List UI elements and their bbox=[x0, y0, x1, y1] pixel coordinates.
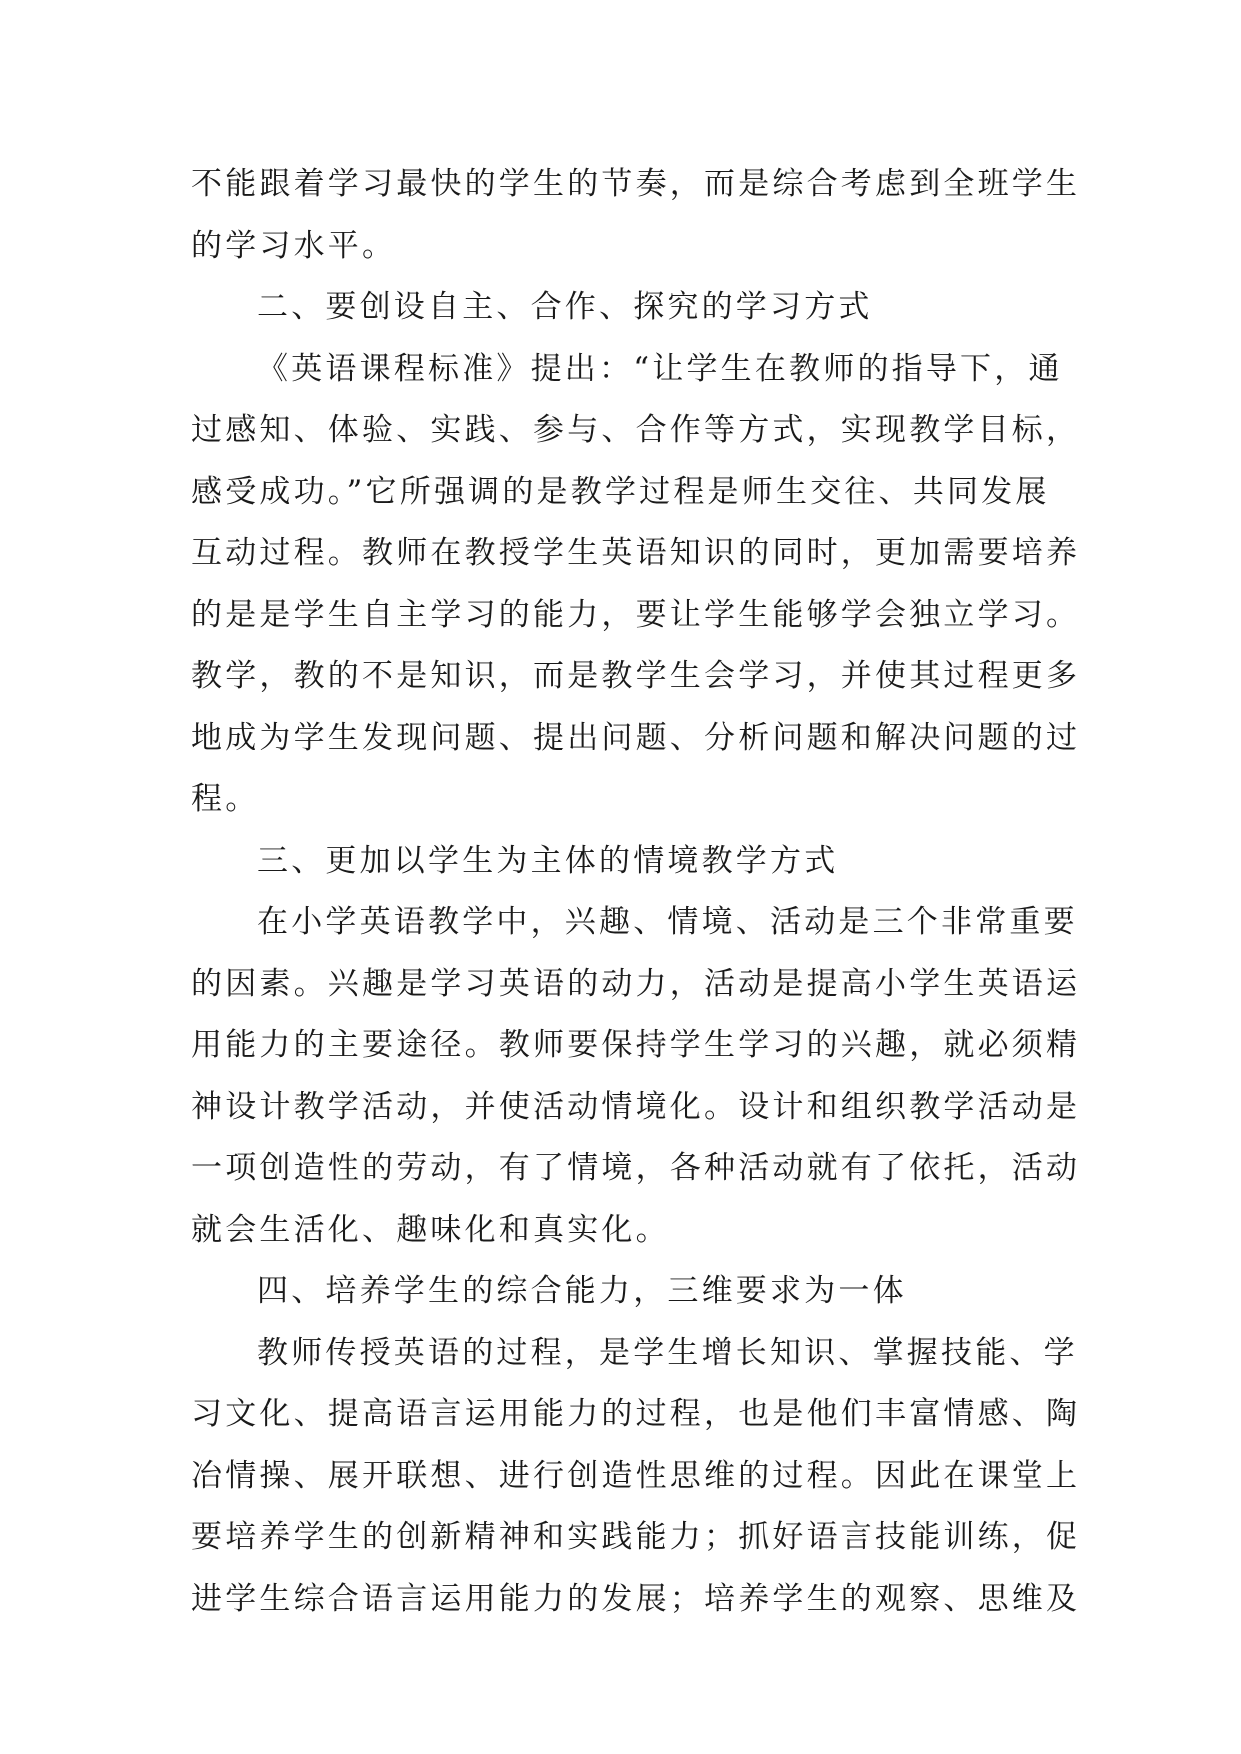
text-line: 二、要创设自主、合作、探究的学习方式 bbox=[257, 289, 873, 325]
text-line: 互动过程。教师在教授学生英语知识的同时，更加需要培养 bbox=[191, 535, 1081, 571]
text-line: 在小学英语教学中，兴趣、情境、活动是三个非常重要 bbox=[257, 904, 1078, 940]
text-line: 用能力的主要途径。教师要保持学生学习的兴趣，就必须精 bbox=[191, 1027, 1081, 1063]
text-line: 不能跟着学习最快的学生的节奏，而是综合考虑到全班学生 bbox=[191, 166, 1081, 202]
text-line: 程。 bbox=[191, 781, 260, 817]
text-line: 教师传授英语的过程，是学生增长知识、掌握技能、学 bbox=[257, 1334, 1078, 1371]
text-line: 过感知、体验、实践、参与、合作等方式，实现教学目标， bbox=[191, 412, 1081, 448]
text-line: 感受成功。”它所强调的是教学过程是师生交往、共同发展 bbox=[191, 473, 1050, 510]
text-line: 一项创造性的劳动，有了情境，各种活动就有了依托，活动 bbox=[191, 1150, 1081, 1186]
text-line: 地成为学生发现问题、提出问题、分析问题和解决问题的过 bbox=[191, 719, 1081, 756]
text-line: 《英语课程标准》提出：“让学生在教师的指导下，通 bbox=[257, 350, 1063, 387]
text-line: 习文化、提高语言运用能力的过程，也是他们丰富情感、陶 bbox=[191, 1396, 1081, 1432]
text-line: 三、更加以学生为主体的情境教学方式 bbox=[257, 842, 839, 879]
text-line: 就会生活化、趣味化和真实化。 bbox=[191, 1211, 670, 1248]
text-line: 的是是学生自主学习的能力，要让学生能够学会独立学习。 bbox=[191, 596, 1081, 633]
text-line: 教学，教的不是知识，而是教学生会学习，并使其过程更多 bbox=[191, 658, 1081, 694]
text-line: 进学生综合语言运用能力的发展；培养学生的观察、思维及 bbox=[191, 1580, 1081, 1617]
text-line: 要培养学生的创新精神和实践能力；抓好语言技能训练，促 bbox=[191, 1519, 1081, 1555]
text-line: 的学习水平。 bbox=[191, 227, 397, 264]
text-line: 四、培养学生的综合能力，三维要求为一体 bbox=[257, 1273, 907, 1309]
body-text bbox=[191, 154, 1081, 1630]
text-line: 的因素。兴趣是学习英语的动力，活动是提高小学生英语运 bbox=[191, 965, 1081, 1002]
text-line: 神设计教学活动，并使活动情境化。设计和组织教学活动是 bbox=[191, 1088, 1081, 1125]
text-line: 冶情操、展开联想、进行创造性思维的过程。因此在课堂上 bbox=[191, 1457, 1081, 1494]
